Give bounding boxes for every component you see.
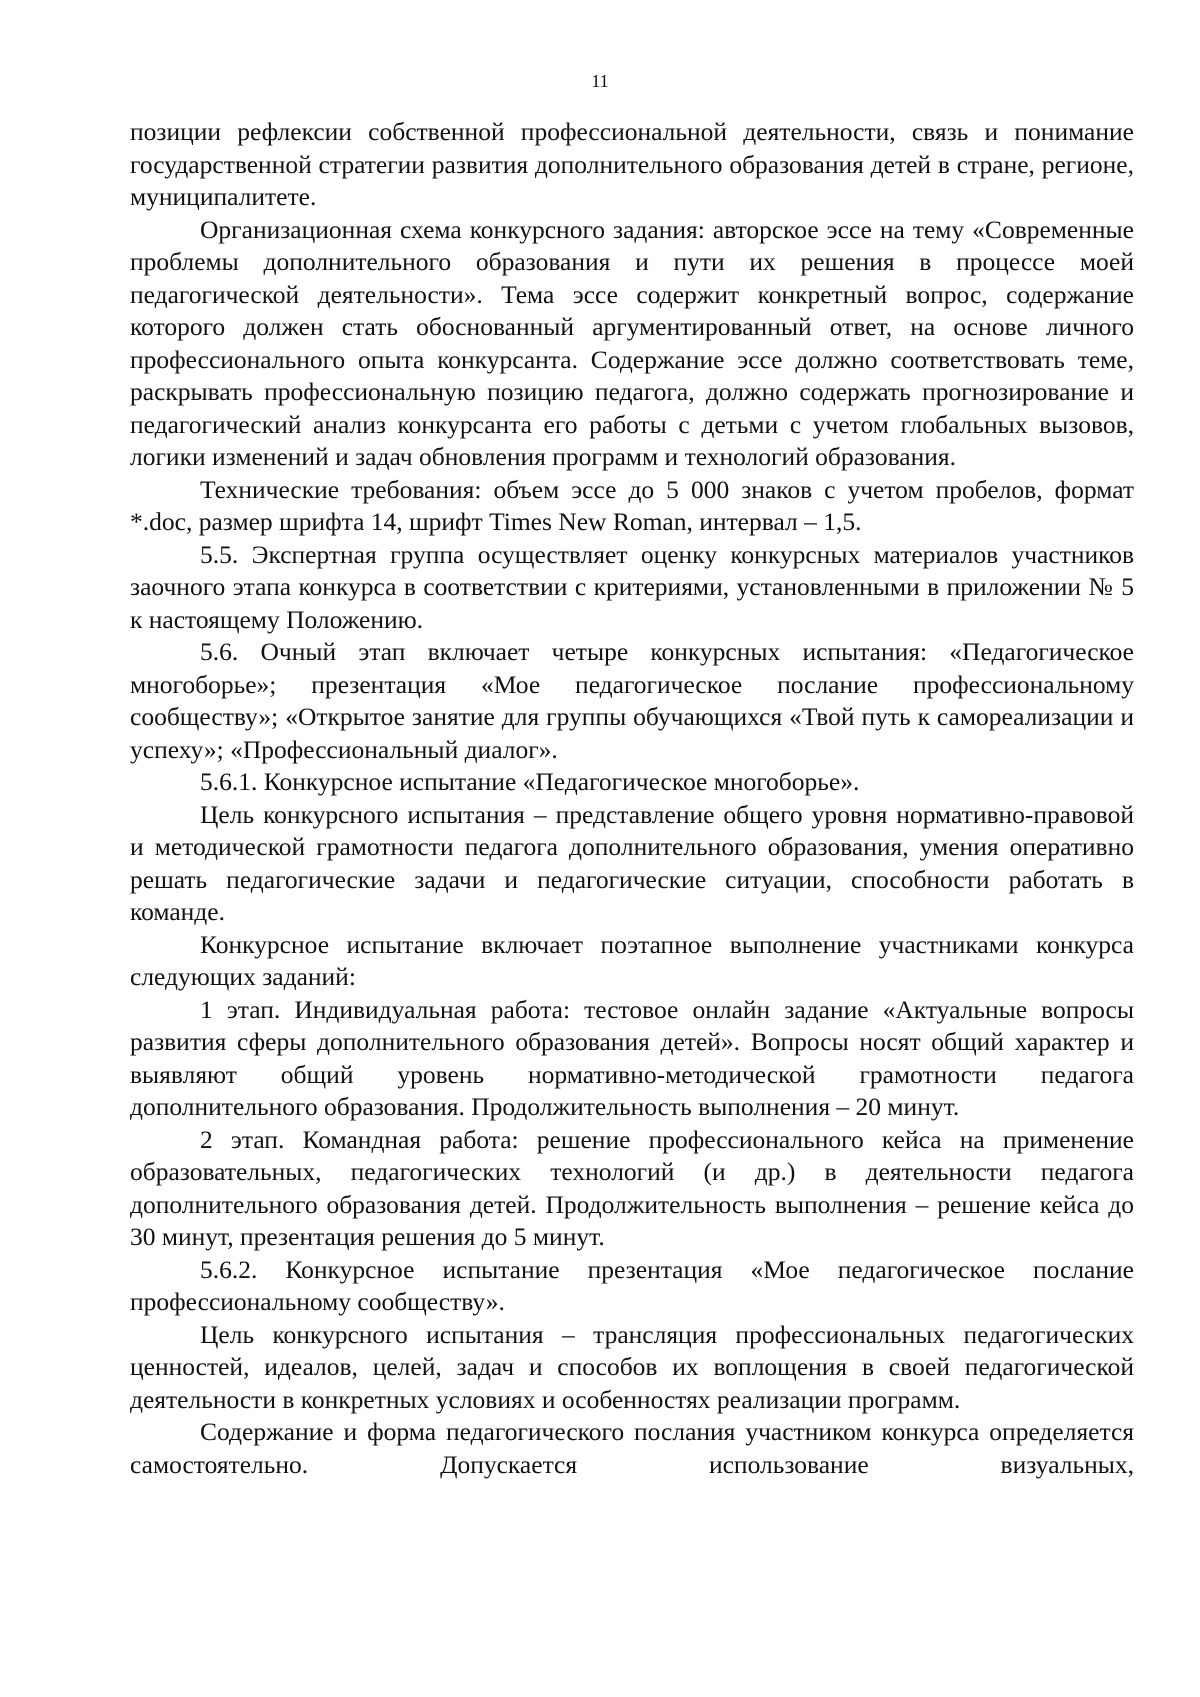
paragraph: Технические требования: объем эссе до 5 000 знаков с учетом пробелов, формат *.doc, размер шрифта 14, шрифт Times New Roman, интервал – 1,5. [130, 474, 1134, 536]
page-number: 11 [591, 71, 609, 91]
paragraph: 5.6.2. Конкурсное испытание презентация «Мое педагогическое послание профессиональному сообществу». [130, 1254, 1134, 1316]
paragraph: позиции рефлексии собственной профессиональной деятельности, связь и понимание государственной стратегии развития дополнительного образования детей в стране, регионе, муниципалитете. [130, 117, 1134, 211]
paragraph: Организационная схема конкурсного задания: авторское эссе на тему «Современные проблемы дополнительного образования и пути их решения в процессе моей педагогической деятельности». Тема эссе содержит конкретный вопрос, содержание которого должен стать обоснованный аргументированный ответ, на основе личного профессионального опыта конкурсанта. Содержание эссе должно соответствовать теме, раскрывать профессиональную позицию педагога, должно содержать прогнозирование и педагогический анализ конкурсанта его работы с детьми с учетом глобальных вызовов, логики изменений и задач обновления программ и технологий образования. [130, 214, 1134, 471]
paragraph: Цель конкурсного испытания – трансляция профессиональных педагогических ценностей, идеалов, целей, задач и способов их воплощения в своей педагогической деятельности в конкретных условиях и особенностях реализации программ. [130, 1319, 1134, 1414]
paragraph: Конкурсное испытание включает поэтапное выполнение участниками конкурса следующих заданий: [130, 929, 1134, 991]
paragraph: 5.6.1. Конкурсное испытание «Педагогическое многоборье». [200, 767, 860, 796]
document-body [130, 116, 1134, 1481]
paragraph: 2 этап. Командная работа: решение профессионального кейса на применение образовательных, педагогических технологий (и др.) в деятельности педагога дополнительного образования детей. Продолжительность выполнения – решение кейса до 30 минут, презентация решения до 5 минут. [130, 1124, 1134, 1251]
paragraph: 5.6. Очный этап включает четыре конкурсных испытания: «Педагогическое многоборье»; презентация «Мое педагогическое послание профессиональному сообществу»; «Открытое занятие для группы обучающихся «Твой путь к самореализации и успеху»; «Профессиональный диалог». [130, 637, 1134, 764]
paragraph: 1 этап. Индивидуальная работа: тестовое онлайн задание «Актуальные вопросы развития сферы дополнительного образования детей». Вопросы носят общий характер и выявляют общий уровень нормативно-методической грамотности педагога дополнительного образования. Продолжительность выполнения – 20 минут. [130, 994, 1134, 1121]
paragraph: Цель конкурсного испытания – представление общего уровня нормативно-правовой и методической грамотности педагога дополнительного образования, умения оперативно решать педагогические задачи и педагогические ситуации, способности работать в команде. [130, 799, 1134, 926]
paragraph: Содержание и форма педагогического послания участником конкурса определяется самостоятельно. Допускается использование визуальных, [130, 1417, 1134, 1479]
paragraph: 5.5. Экспертная группа осуществляет оценку конкурсных материалов участников заочного этапа конкурса в соответствии с критериями, установленными в приложении № 5 к настоящему Положению. [130, 539, 1134, 634]
